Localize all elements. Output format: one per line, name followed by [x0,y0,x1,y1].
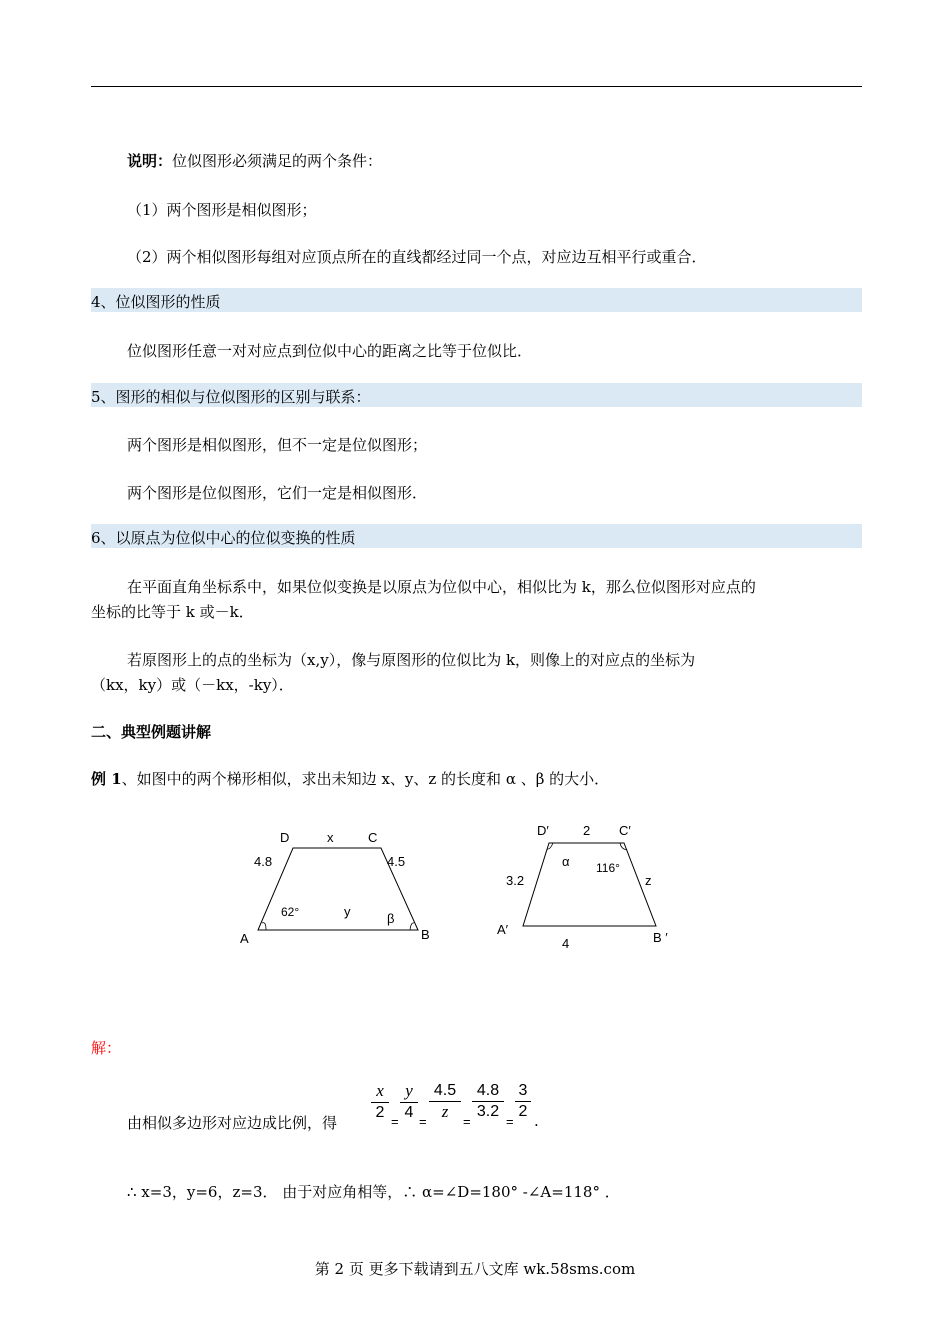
example-1-label: 例 1 [91,770,122,788]
side-4-label: 4 [562,936,570,951]
solution-line-1: 由相似多边形对应边成比例，得 [127,1114,338,1132]
section-4-title: 4、位似图形的性质 [91,293,221,311]
fraction-4-numerator: 4.8 [472,1081,504,1102]
equals-3: = [463,1114,471,1129]
fraction-1-numerator: x [376,1081,384,1100]
section-5-line-1: 两个图形是相似图形，但不一定是位似图形； [127,436,428,454]
fraction-2-numerator: y [405,1081,413,1100]
side-x-label: x [327,830,334,845]
trapezoid-a-prime [523,843,656,926]
example-1 [91,768,609,789]
vertex-d-label: D [280,830,290,845]
trapezoid-a-prime-figure [490,816,690,952]
note-paragraph [127,150,382,171]
section-6-p2-line-2: （kx，ky）或（－kx，-ky）． [91,676,294,694]
vertex-b-prime-label: B ′ [653,930,668,945]
note-label: 说明： [127,152,173,170]
solution-label: 解： [91,1039,122,1057]
solution-line-1-period: . [534,1112,539,1130]
fraction-3-over-2 [515,1081,531,1122]
section-6-header [91,524,862,548]
vertex-d-prime-label: D′ [537,823,549,838]
section-6-p1-line-1: 在平面直角坐标系中，如果位似变换是以原点为位似中心，相似比为 k，那么位似图形对应点的 [127,578,756,596]
equals-2: = [419,1114,427,1129]
example-1-text: 、如图中的两个梯形相似，求出未知边 x、y、z 的长度和 α 、β 的大小． [121,770,610,788]
section-6-title: 6、以原点为位似中心的位似变换的性质 [91,529,356,547]
fraction-4-denominator: 3.2 [476,1103,500,1120]
fraction-y-over-4 [400,1081,418,1123]
angle-a-arc [262,923,266,930]
section-6-p1-line-2: 坐标的比等于 k 或－k． [91,603,254,621]
side-2-label: 2 [583,823,591,838]
vertex-b-label: B [421,927,430,942]
side-y-label: y [344,904,351,919]
condition-1: （1）两个图形是相似图形； [127,201,317,219]
side-ad-label: 4.8 [254,854,273,869]
section-4-header [91,288,862,312]
side-z-label: z [645,873,652,888]
page-footer: 第 2 页 更多下载请到五八文库 wk.58sms.com [314,1260,636,1278]
fraction-4-8-over-3-2 [472,1081,504,1122]
angle-a-label: 62° [281,905,300,919]
fraction-5-denominator: 2 [518,1103,528,1120]
equals-1: = [391,1114,399,1129]
side-3-2-label: 3.2 [506,873,525,888]
vertex-a-label: A [240,931,249,946]
fraction-1-denominator: 2 [375,1104,385,1121]
vertex-a-prime-label: A′ [497,922,509,937]
header-rule [91,86,862,87]
fraction-2-denominator: 4 [404,1104,414,1121]
section-4-text: 位似图形任意一对对应点到位似中心的距离之比等于位似比． [127,342,533,360]
section-6-p2-line-1: 若原图形上的点的坐标为（x,y），像与原图形的位似比为 k，则像上的对应点的坐标为 [127,651,696,669]
fraction-5-numerator: 3 [515,1081,531,1102]
part-2-title: 二、典型例题讲解 [91,723,212,741]
note-text: 位似图形必须满足的两个条件： [172,152,383,170]
equals-4: = [506,1114,514,1129]
fraction-3-denominator: z [441,1102,449,1121]
angle-alpha-label: α [562,854,570,869]
vertex-c-prime-label: C′ [619,823,631,838]
angle-beta-label: β [387,911,395,926]
angle-116-label: 116° [596,861,620,875]
fraction-x-over-2 [371,1081,389,1123]
side-bc-label: 4.5 [387,854,406,869]
fraction-4-5-over-z [429,1081,461,1123]
solution-line-2: ∴ x=3，y=6，z=3． 由于对应角相等，∴ α=∠D=180° -∠A=118° ． [127,1183,620,1201]
angle-b-arc [410,923,414,930]
section-5-line-2: 两个图形是位似图形，它们一定是相似图形． [127,484,428,502]
condition-2: （2）两个相似图形每组对应顶点所在的直线都经过同一个点，对应边互相平行或重合． [127,248,707,266]
trapezoid-abcd-figure [236,822,446,950]
section-5-title: 5、图形的相似与位似图形的区别与联系： [91,388,371,406]
fraction-3-numerator: 4.5 [429,1081,461,1102]
vertex-c-label: C [368,830,378,845]
section-5-header [91,383,862,407]
